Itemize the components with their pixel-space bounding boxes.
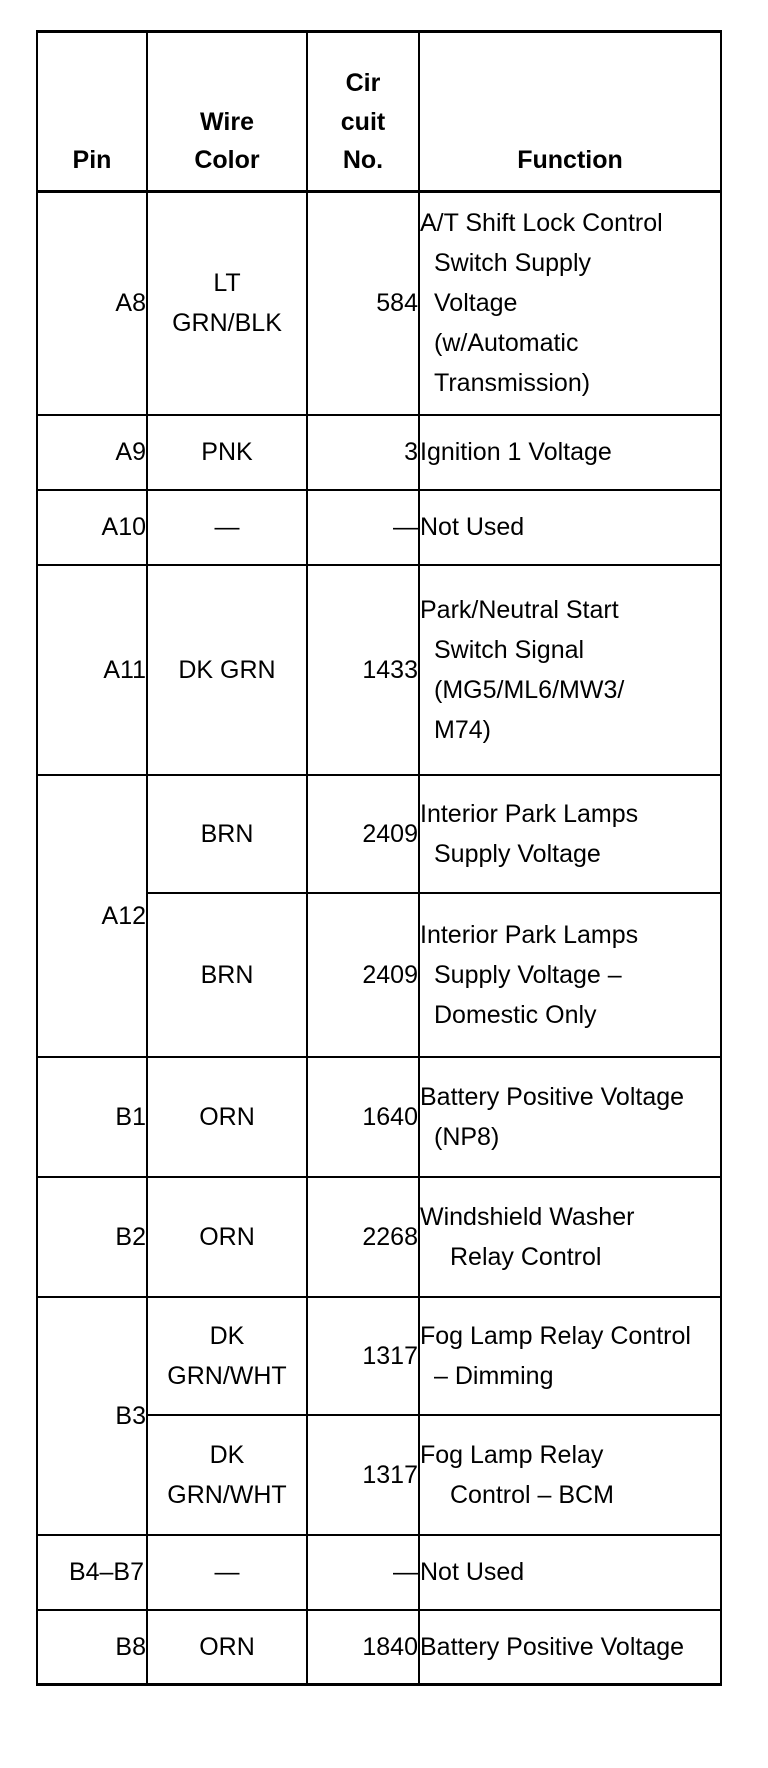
circuit-cell: 3 — [307, 415, 419, 490]
wire-color-cell: ORN — [147, 1177, 307, 1297]
table-row-a10 — [37, 490, 721, 565]
function-cell: Fog Lamp Relay Control – Dimming — [419, 1297, 721, 1415]
function-cell: Interior Park Lamps Supply Voltage – Domestic Only — [419, 893, 721, 1057]
function-cell: Windshield Washer Relay Control — [419, 1177, 721, 1297]
wire-color-cell: BRN — [147, 775, 307, 893]
wire-color-cell: PNK — [147, 415, 307, 490]
circuit-cell: 584 — [307, 192, 419, 415]
wire-color-cell: DK GRN/WHT — [147, 1415, 307, 1535]
function-cell: Park/Neutral Start Switch Signal (MG5/ML6/MW3/ M74) — [419, 565, 721, 775]
function-cell: A/T Shift Lock Control Switch Supply Voltage (w/Automatic Transmission) — [419, 192, 721, 415]
header-circuit-no: Cir cuit No. — [307, 32, 419, 192]
function-cell: Not Used — [419, 1535, 721, 1610]
function-cell: Not Used — [419, 490, 721, 565]
circuit-cell: 1433 — [307, 565, 419, 775]
function-cell: Interior Park Lamps Supply Voltage — [419, 775, 721, 893]
circuit-cell: — — [307, 1535, 419, 1610]
pin-cell: B4–B7 — [37, 1535, 147, 1610]
pin-cell: A9 — [37, 415, 147, 490]
wire-color-cell: DK GRN/WHT — [147, 1297, 307, 1415]
function-cell: Fog Lamp Relay Control – BCM — [419, 1415, 721, 1535]
circuit-cell: — — [307, 490, 419, 565]
circuit-cell: 1840 — [307, 1610, 419, 1685]
wire-color-cell: — — [147, 1535, 307, 1610]
circuit-cell: 2409 — [307, 775, 419, 893]
circuit-cell: 2268 — [307, 1177, 419, 1297]
header-row — [37, 32, 721, 192]
table-row-a11 — [37, 565, 721, 775]
function-cell: Ignition 1 Voltage — [419, 415, 721, 490]
circuit-cell: 2409 — [307, 893, 419, 1057]
table-row-b2 — [37, 1177, 721, 1297]
table-row-a12-1 — [37, 775, 721, 893]
wire-color-cell: ORN — [147, 1610, 307, 1685]
header-wire-color: Wire Color — [147, 32, 307, 192]
wire-color-cell: — — [147, 490, 307, 565]
pin-cell: A10 — [37, 490, 147, 565]
table-row-b8 — [37, 1610, 721, 1685]
table-row-b4-b7 — [37, 1535, 721, 1610]
function-cell: Battery Positive Voltage — [419, 1610, 721, 1685]
header-function: Function — [419, 32, 721, 192]
pin-cell: A11 — [37, 565, 147, 775]
wire-color-cell: DK GRN — [147, 565, 307, 775]
pin-cell: B8 — [37, 1610, 147, 1685]
circuit-cell: 1317 — [307, 1297, 419, 1415]
table-row-a9 — [37, 415, 721, 490]
table-row-b3-1 — [37, 1297, 721, 1415]
pin-cell: B1 — [37, 1057, 147, 1177]
pin-cell: A12 — [37, 775, 147, 1057]
wire-color-cell: ORN — [147, 1057, 307, 1177]
circuit-cell: 1317 — [307, 1415, 419, 1535]
table-row-a8 — [37, 192, 721, 415]
pin-cell: B3 — [37, 1297, 147, 1535]
pin-cell: B2 — [37, 1177, 147, 1297]
function-cell: Battery Positive Voltage (NP8) — [419, 1057, 721, 1177]
wire-color-cell: LT GRN/BLK — [147, 192, 307, 415]
table-row-b1 — [37, 1057, 721, 1177]
pinout-table — [36, 30, 722, 1686]
circuit-cell: 1640 — [307, 1057, 419, 1177]
pin-cell: A8 — [37, 192, 147, 415]
header-pin: Pin — [37, 32, 147, 192]
wire-color-cell: BRN — [147, 893, 307, 1057]
